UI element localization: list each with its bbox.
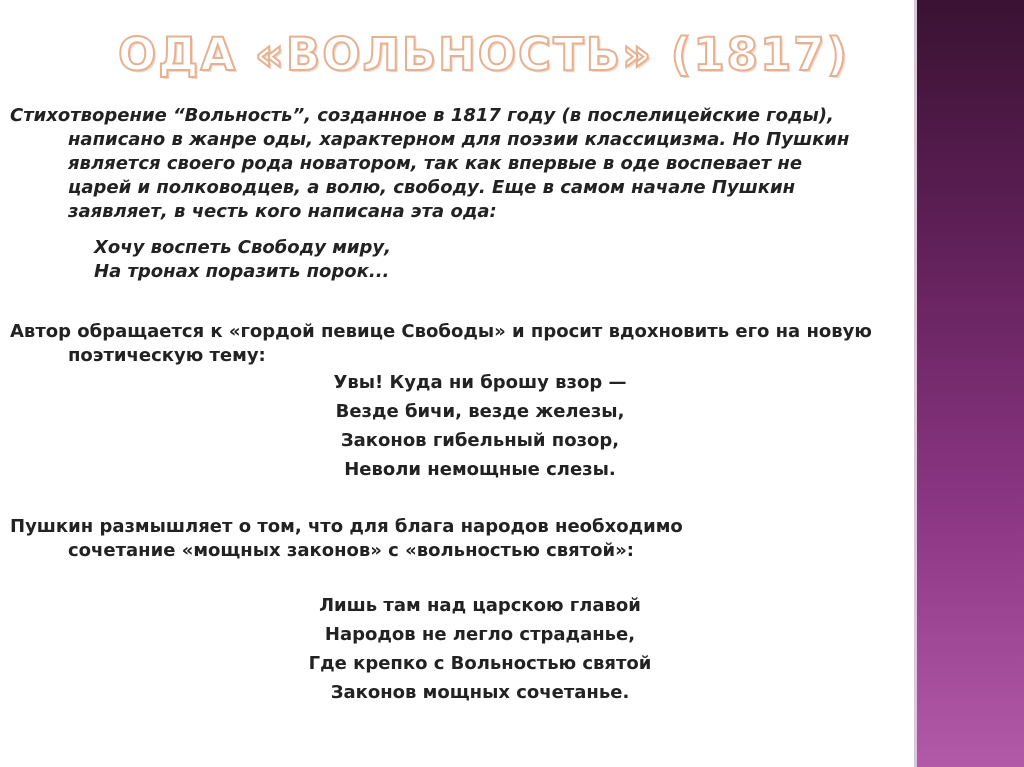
paragraph-line: является своего рода новатором, так как впервые в оде воспевает не <box>68 153 803 174</box>
paragraph-line: написано в жанре оды, характерном для поэзии классицизма. Но Пушкин <box>68 129 850 150</box>
paragraph-line: поэтическую тему: <box>68 345 266 366</box>
quote-block <box>94 236 391 284</box>
quote-line: Хочу воспеть Свободу миру, <box>94 237 391 258</box>
reflection-paragraph <box>10 515 910 563</box>
author-paragraph <box>10 320 910 368</box>
verse-line: Законов гибельный позор, <box>340 430 620 451</box>
paragraph-line: Стихотворение “Вольность”, созданное в 1817 году (в послелицейские годы), <box>10 105 834 126</box>
slide-title: ОДА «ВОЛЬНОСТЬ» (1817) <box>118 28 850 81</box>
side-band-edge <box>914 0 917 767</box>
paragraph-line: царей и полководцев, а волю, свободу. Еще в самом начале Пушкин <box>68 177 796 198</box>
verse-line: Где крепко с Вольностью святой <box>308 653 652 674</box>
paragraph-line: сочетание «мощных законов» с «вольностью святой»: <box>68 540 634 561</box>
verse-block-1 <box>0 368 960 484</box>
paragraph-line: Пушкин размышляет о том, что для блага народов необходимо <box>10 516 683 537</box>
verse-block-2 <box>0 591 960 707</box>
verse-line: Увы! Куда ни брошу взор — <box>333 372 627 393</box>
verse-line: Законов мощных сочетанье. <box>330 682 630 703</box>
verse-line: Везде бичи, везде железы, <box>335 401 625 422</box>
verse-line: Неволи немощные слезы. <box>344 459 616 480</box>
paragraph-line: Автор обращается к «гордой певице Свободы» и просит вдохновить его на новую <box>10 321 872 342</box>
intro-paragraph <box>10 104 910 224</box>
decorative-side-band <box>914 0 1024 767</box>
quote-line: На тронах поразить порок... <box>94 261 390 282</box>
verse-line: Лишь там над царскою главой <box>319 595 641 616</box>
verse-line: Народов не легло страданье, <box>324 624 636 645</box>
paragraph-line: заявляет, в честь кого написана эта ода: <box>68 201 497 222</box>
